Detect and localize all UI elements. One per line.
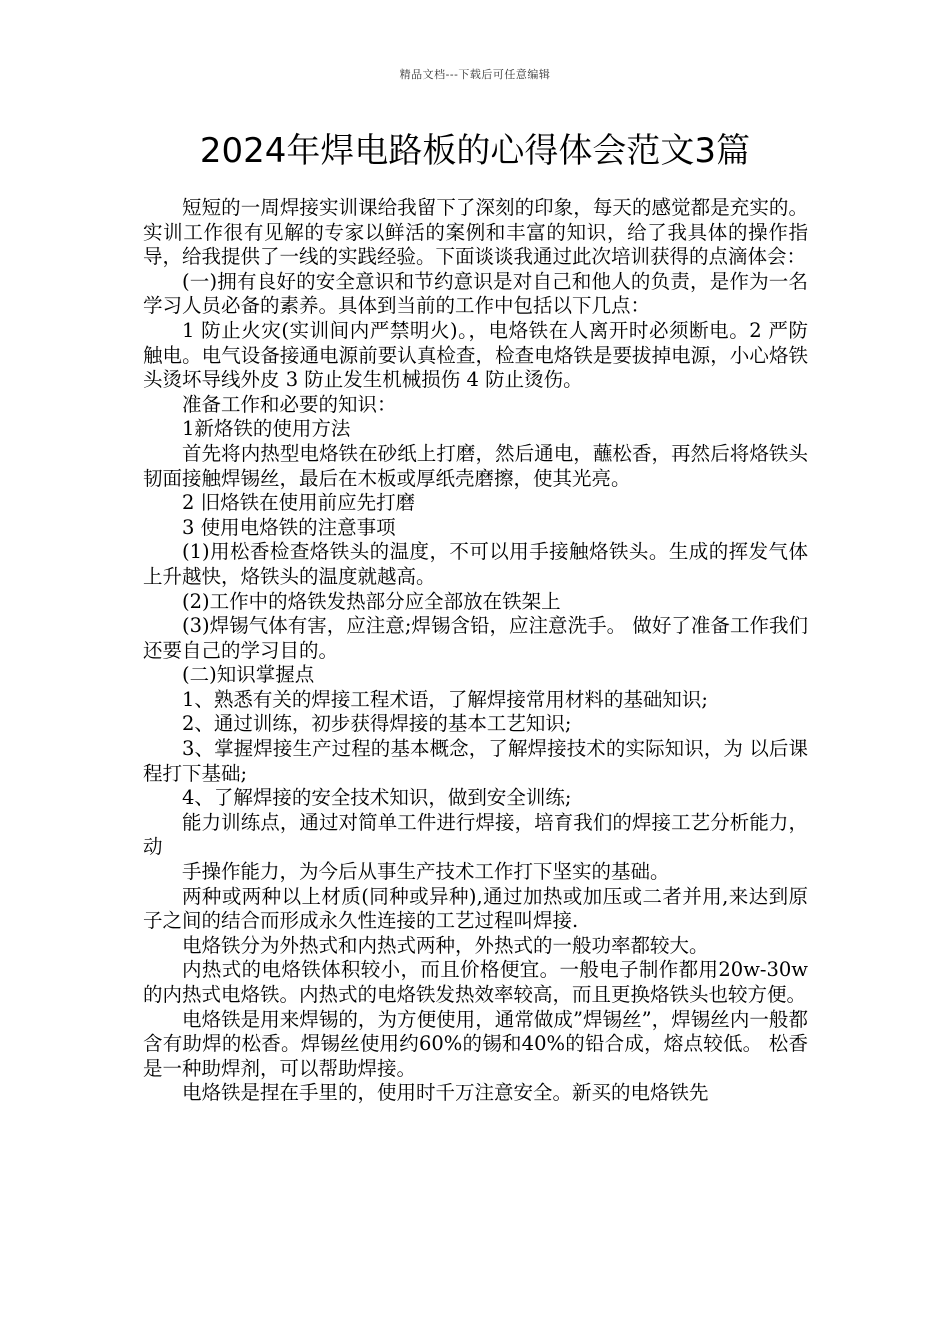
body-paragraph: 电烙铁是捏在手里的，使用时千万注意安全。新买的电烙铁先 (182, 1081, 709, 1105)
body-paragraph: 电烙铁是用来焊锡的，为方便使用，通常做成”焊锡丝”，焊锡丝内一般都含有助焊的松香。焊锡丝使用约60%的锡和40%的铅合成，熔点较低。 松香是一种助焊剂，可以帮助焊接。 (143, 1007, 808, 1080)
body-paragraph: 3、掌握焊接生产过程的基本概念，了解焊接技术的实际知识，为 以后课程打下基础; (143, 737, 808, 785)
body-paragraph: 4、了解焊接的安全技术知识，做到安全训练; (182, 786, 572, 810)
body-paragraph: 能力训练点，通过对简单工件进行焊接，培育我们的焊接工艺分析能力，动 (143, 810, 808, 859)
body-paragraph: 1新烙铁的使用方法 (182, 417, 351, 441)
body-paragraph: 内热式的电烙铁体积较小，而且价格便宜。一般电子制作都用20w-30w的内热式电烙铁。内热式的电烙铁发热效率较高，而且更换烙铁头也较方便。 (143, 958, 808, 1006)
document-title: 2024年焊电路板的心得体会范文3篇 (199, 131, 751, 171)
body-paragraph: 1 防止火灾(实训间内严禁明火)。，电烙铁在人离开时必须断电。2 严防触电。电气设备接通电源前要认真检查，检查电烙铁是要拔掉电源，小心烙铁头烫坏导线外皮 3 防止发生机械损伤 4 防止烫伤。 (143, 318, 808, 392)
document-body (143, 196, 808, 1106)
body-paragraph: 电烙铁分为外热式和内热式两种，外热式的一般功率都较大。 (182, 933, 709, 957)
header-note: 精品文档---下载后可任意编辑 (399, 68, 551, 81)
body-paragraph: (1)用松香检查烙铁头的温度，不可以用手接触烙铁头。生成的挥发气体上升越快，烙铁头的温度就越高。 (143, 540, 808, 588)
body-paragraph: (一)拥有良好的安全意识和节约意识是对自己和他人的负责，是作为一名学习人员必备的素养。具体到当前的工作中包括以下几点： (143, 269, 808, 318)
body-paragraph: 2 旧烙铁在使用前应先打磨 (182, 491, 416, 515)
body-paragraph: 首先将内热型电烙铁在砂纸上打磨，然后通电，蘸松香，再然后将烙铁头韧面接触焊锡丝，最后在木板或厚纸壳磨擦，使其光亮。 (143, 441, 808, 490)
body-paragraph: (3)焊锡气体有害，应注意;焊锡含铅，应注意洗手。 做好了准备工作我们还要自己的学习目的。 (143, 614, 808, 662)
body-paragraph: 手操作能力，为今后从事生产技术工作打下坚实的基础。 (182, 860, 670, 884)
body-paragraph: 3 使用电烙铁的注意事项 (182, 515, 396, 539)
body-paragraph: (二)知识掌握点 (182, 663, 315, 687)
body-paragraph: 2、通过训练，初步获得焊接的基本工艺知识; (182, 712, 572, 736)
body-paragraph: 两种或两种以上材质(同种或异种),通过加热或加压或二者并用,来达到原子之间的结合而形成永久性连接的工艺过程叫焊接. (143, 884, 808, 933)
body-paragraph: 短短的一周焊接实训课给我留下了深刻的印象，每天的感觉都是充实的。实训工作很有见解的专家以鲜活的案例和丰富的知识，给了我具体的操作指导，给我提供了一线的实践经验。下面谈谈我通过此次培训获得的点滴体会： (143, 196, 808, 269)
body-paragraph: (2)工作中的烙铁发热部分应全部放在铁架上 (182, 589, 561, 613)
body-paragraph: 1、熟悉有关的焊接工程术语，了解焊接常用材料的基础知识; (182, 687, 708, 711)
body-paragraph: 准备工作和必要的知识： (182, 392, 397, 416)
